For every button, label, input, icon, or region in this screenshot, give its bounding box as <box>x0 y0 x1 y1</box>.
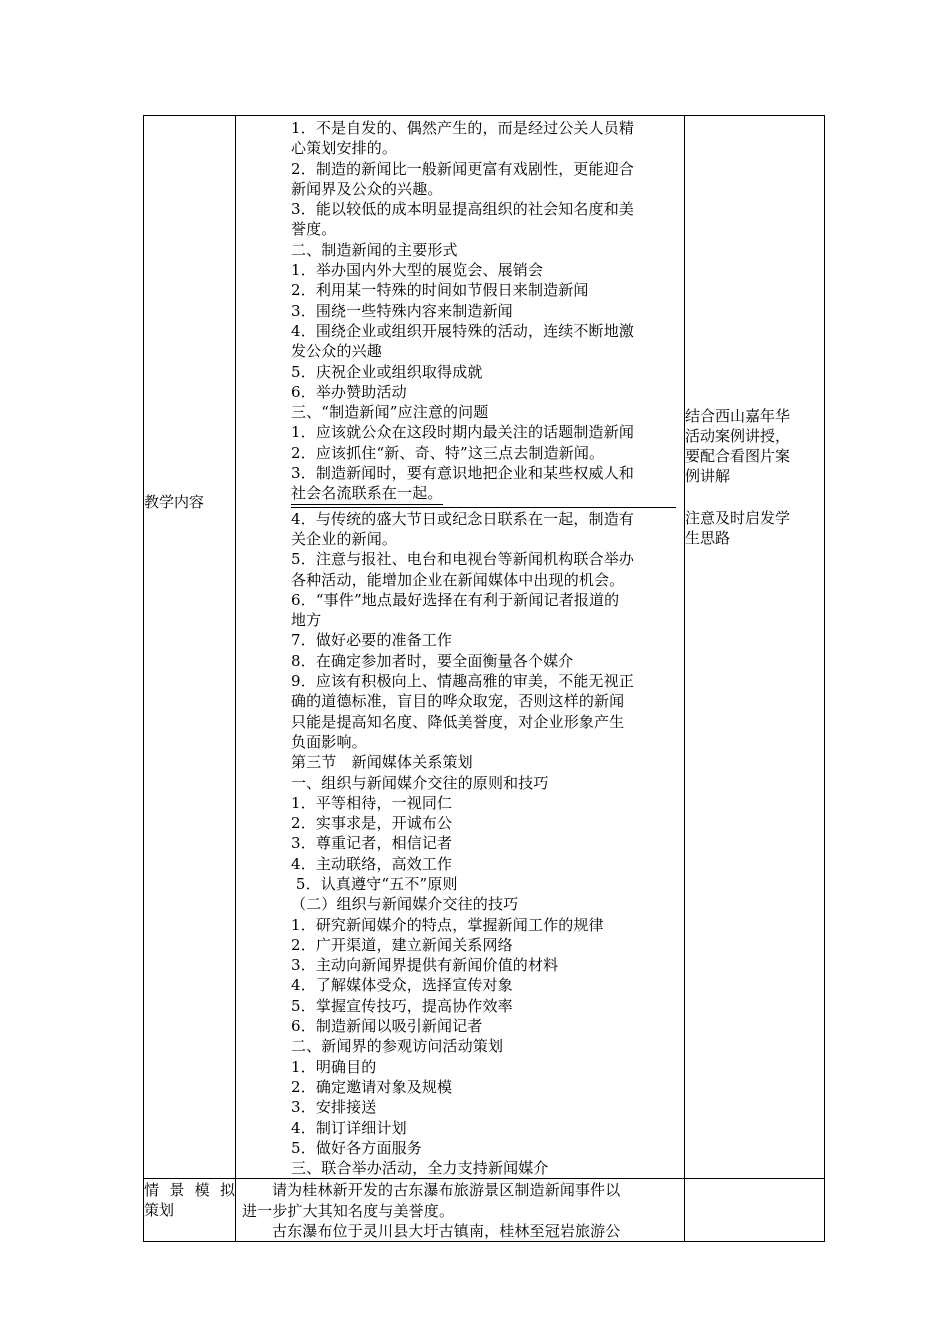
section-heading: 一、组织与新闻媒介交往的原则和技巧 <box>291 773 549 792</box>
scenario-content-cell <box>236 1179 685 1242</box>
lesson-plan-table <box>143 115 825 1242</box>
content-line: 只能是提高知名度、降低美誉度，对企业形象产生 <box>291 712 625 731</box>
note-line: 结合西山嘉年华 <box>685 407 791 425</box>
content-line: 2．广开渠道，建立新闻关系网络 <box>291 935 513 954</box>
content-line: 3．能以较低的成本明显提高组织的社会知名度和美 <box>291 200 634 219</box>
note-line: 生思路 <box>685 529 731 547</box>
content-line: 4．制订详细计划 <box>291 1118 407 1137</box>
content-line: 确的道德标准，盲目的哗众取宠，否则这样的新闻 <box>291 692 625 711</box>
content-line: 4．主动联络，高效工作 <box>291 854 453 873</box>
content-line <box>291 483 676 504</box>
teaching-content-text <box>236 116 684 505</box>
content-line: 3．制造新闻时，要有意识地把企业和某些权威人和 <box>291 464 634 483</box>
section-heading: 二、制造新闻的主要形式 <box>291 240 458 259</box>
content-line: 6．“事件”地点最好选择在有利于新闻记者报道的 <box>291 590 620 609</box>
scenario-notes-cell <box>685 1179 825 1242</box>
scenario-label-line: 策划 <box>144 1201 175 1220</box>
content-line: 1．举办国内外大型的展览会、展销会 <box>291 261 544 280</box>
content-line: 5．做好各方面服务 <box>291 1138 422 1157</box>
teaching-notes-cell <box>685 116 825 1179</box>
teaching-content-text-continued <box>236 509 684 1179</box>
content-line: 各种活动，能增加企业在新闻媒体中出现的机会。 <box>291 570 625 589</box>
content-line: 4．与传统的盛大节日或纪念日联系在一起，制造有 <box>291 509 634 528</box>
scenario-row <box>144 1179 825 1242</box>
content-line: 地方 <box>291 611 322 630</box>
note-line: 活动案例讲授， <box>685 427 791 445</box>
content-line: 心策划安排的。 <box>291 139 398 158</box>
content-line: 1．平等相待，一视同仁 <box>291 793 453 812</box>
content-line: 7．做好必要的准备工作 <box>291 631 453 650</box>
teaching-content-label-cell <box>144 116 236 1179</box>
content-line: 5．认真遵守“五不”原则 <box>291 874 458 893</box>
content-line: 2．制造的新闻比一般新闻更富有戏剧性，更能迎合 <box>291 159 634 178</box>
content-line: 3．安排接送 <box>291 1098 377 1117</box>
content-line: 5．庆祝企业或组织取得成就 <box>291 362 483 381</box>
content-line: 3．主动向新闻界提供有新闻价值的材料 <box>291 956 559 975</box>
content-line: 2．应该抓住“新、奇、特”这三点去制造新闻。 <box>291 443 605 462</box>
content-line: 发公众的兴趣 <box>291 342 382 361</box>
content-line: 2．确定邀请对象及规模 <box>291 1077 453 1096</box>
content-line: 负面影响。 <box>291 732 367 751</box>
scenario-line: 古东瀑布位于灵川县大圩古镇南，桂林至冠岩旅游公 <box>272 1222 621 1241</box>
content-line: 誉度。 <box>291 220 337 239</box>
scenario-line: 进一步扩大其知名度与美誉度。 <box>242 1201 455 1220</box>
section-heading: 三、联合举办活动，全力支持新闻媒介 <box>291 1159 549 1178</box>
content-line: 4．了解媒体受众，选择宣传对象 <box>291 976 513 995</box>
teaching-content-cell <box>236 116 685 1179</box>
content-line: 3．围绕一些特殊内容来制造新闻 <box>291 301 513 320</box>
content-line: 5．掌握宣传技巧，提高协作效率 <box>291 996 513 1015</box>
content-line: 2．利用某一特殊的时间如节假日来制造新闻 <box>291 281 589 300</box>
note-line: 要配合看图片案 <box>685 447 791 465</box>
section-heading: 第三节 新闻媒体关系策划 <box>291 753 473 772</box>
content-line: 1．研究新闻媒介的特点，掌握新闻工作的规律 <box>291 915 604 934</box>
teaching-content-label: 教学内容 <box>144 493 205 512</box>
section-heading: 三、“制造新闻”应注意的问题 <box>291 403 489 422</box>
content-line: 4．围绕企业或组织开展特殊的活动，连续不断地激 <box>291 321 634 340</box>
content-line: 5．注意与报社、电台和电视台等新闻机构联合举办 <box>291 550 634 569</box>
content-line: 6．举办赞助活动 <box>291 382 407 401</box>
content-line: 9．应该有积极向上、情趣高雅的审美，不能无视正 <box>291 672 634 691</box>
note-line: 例讲解 <box>685 467 731 485</box>
content-line: 8．在确定参加者时，要全面衡量各个媒介 <box>291 651 574 670</box>
content-line: 1．不是自发的、偶然产生的，而是经过公关人员精 <box>291 119 634 137</box>
divider <box>291 507 676 508</box>
content-line: 1．明确目的 <box>291 1057 377 1076</box>
content-line: 2．实事求是，开诚布公 <box>291 814 453 833</box>
section-heading: 二、新闻界的参观访问活动策划 <box>291 1037 504 1056</box>
content-line: 6．制造新闻以吸引新闻记者 <box>291 1017 483 1036</box>
scenario-label-line: 情景模拟 <box>144 1181 235 1200</box>
content-line: 关企业的新闻。 <box>291 529 398 548</box>
note-line: 注意及时启发学 <box>685 509 791 527</box>
teaching-notes <box>685 406 824 548</box>
content-line: 1．应该就公众在这段时期内最关注的话题制造新闻 <box>291 423 634 442</box>
content-line: 3．尊重记者，相信记者 <box>291 834 453 853</box>
content-line: 新闻界及公众的兴趣。 <box>291 179 443 198</box>
teaching-content-row <box>144 116 825 1179</box>
scenario-line: 请为桂林新开发的古东瀑布旅游景区制造新闻事件以 <box>272 1181 621 1200</box>
scenario-label-cell <box>144 1179 236 1242</box>
underlined-text: 社会名流联系在一起。 <box>291 483 443 504</box>
section-heading: （二）组织与新闻媒介交往的技巧 <box>291 895 519 914</box>
